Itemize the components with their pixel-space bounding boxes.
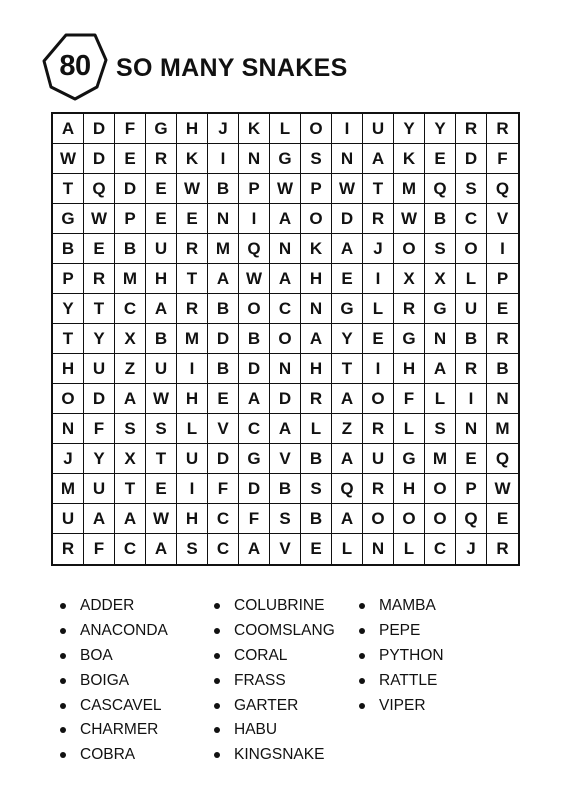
grid-cell[interactable]: D [84, 384, 115, 414]
grid-cell[interactable]: Z [115, 354, 146, 384]
word-label: CASCAVEL [80, 696, 162, 714]
word-list-item [60, 718, 214, 743]
word-list-column [60, 594, 214, 768]
grid-cell[interactable]: N [301, 294, 332, 324]
grid-cell[interactable]: J [208, 114, 239, 144]
word-label: KINGSNAKE [234, 746, 325, 764]
puzzle-header [40, 30, 520, 105]
grid-cell[interactable]: R [146, 144, 177, 174]
word-list-column [214, 594, 359, 768]
grid-cell[interactable]: N [208, 204, 239, 234]
word-list-item [60, 594, 214, 619]
grid-cell[interactable]: X [115, 444, 146, 474]
grid-cell[interactable]: E [146, 474, 177, 504]
grid-cell[interactable]: R [363, 474, 394, 504]
grid-cell[interactable]: S [425, 234, 456, 264]
grid-cell[interactable]: E [301, 534, 332, 564]
grid-cell[interactable]: T [115, 474, 146, 504]
grid-cell[interactable]: A [332, 234, 363, 264]
word-label: FRASS [234, 671, 286, 689]
puzzle-number: 80 [59, 49, 91, 82]
grid-cell[interactable]: U [146, 354, 177, 384]
grid-cell[interactable]: U [363, 444, 394, 474]
grid-cell[interactable]: W [270, 174, 301, 204]
grid-cell[interactable]: W [332, 174, 363, 204]
grid-cell[interactable]: I [363, 264, 394, 294]
grid-cell[interactable]: O [301, 114, 332, 144]
grid-cell[interactable]: Q [239, 234, 270, 264]
word-list-item [60, 619, 214, 644]
grid-cell[interactable]: H [177, 114, 208, 144]
grid-cell[interactable]: T [53, 324, 84, 354]
grid-cell[interactable]: E [177, 204, 208, 234]
grid-cell[interactable]: G [53, 204, 84, 234]
grid-cell[interactable]: H [394, 354, 425, 384]
grid-cell[interactable]: C [456, 204, 487, 234]
grid-cell[interactable]: O [270, 324, 301, 354]
bullet-icon [60, 727, 66, 733]
grid-cell[interactable]: V [487, 204, 518, 234]
grid-cell[interactable]: N [425, 324, 456, 354]
grid-cell[interactable]: T [53, 174, 84, 204]
grid-cell[interactable]: O [301, 204, 332, 234]
grid-cell[interactable]: F [487, 144, 518, 174]
grid-cell[interactable]: L [394, 534, 425, 564]
word-label: ANACONDA [80, 622, 168, 640]
grid-cell[interactable]: A [239, 384, 270, 414]
grid-cell[interactable]: Y [394, 114, 425, 144]
grid-cell[interactable]: D [239, 354, 270, 384]
grid-cell[interactable]: K [239, 114, 270, 144]
bullet-icon [359, 678, 365, 684]
grid-cell[interactable]: O [394, 504, 425, 534]
bullet-icon [60, 603, 66, 609]
bullet-icon [60, 752, 66, 758]
grid-cell[interactable]: V [270, 444, 301, 474]
grid-cell[interactable]: W [177, 174, 208, 204]
puzzle-number-badge [40, 30, 110, 102]
word-list-item [60, 743, 214, 768]
word-list-item [359, 619, 499, 644]
grid-cell[interactable]: S [270, 504, 301, 534]
grid-cell[interactable]: I [177, 354, 208, 384]
grid-cell[interactable]: L [332, 534, 363, 564]
grid-cell[interactable]: T [146, 444, 177, 474]
grid-cell[interactable]: B [425, 204, 456, 234]
grid-cell[interactable]: Q [456, 504, 487, 534]
bullet-icon [214, 653, 220, 659]
grid-cell[interactable]: X [394, 264, 425, 294]
grid-cell[interactable]: G [332, 294, 363, 324]
word-label: MAMBA [379, 597, 436, 615]
word-list-item [359, 594, 499, 619]
grid-cell[interactable]: A [363, 144, 394, 174]
puzzle-title: SO MANY SNAKES [116, 54, 348, 82]
word-list-item [214, 644, 359, 669]
bullet-icon [60, 653, 66, 659]
grid-cell[interactable]: U [363, 114, 394, 144]
grid-cell[interactable]: F [239, 504, 270, 534]
grid-cell[interactable]: M [394, 174, 425, 204]
grid-cell[interactable]: J [363, 234, 394, 264]
word-list-item [214, 743, 359, 768]
grid-cell[interactable]: C [270, 294, 301, 324]
grid-cell[interactable]: K [394, 144, 425, 174]
grid-cell[interactable]: W [487, 474, 518, 504]
word-list-item [214, 619, 359, 644]
word-list-item [60, 693, 214, 718]
grid-cell[interactable]: D [84, 114, 115, 144]
grid-cell[interactable]: O [425, 474, 456, 504]
grid-cell[interactable]: L [363, 294, 394, 324]
grid-cell[interactable]: N [363, 534, 394, 564]
grid-cell[interactable]: X [425, 264, 456, 294]
grid-cell[interactable]: L [270, 114, 301, 144]
grid-cell[interactable]: B [301, 504, 332, 534]
bullet-icon [214, 703, 220, 709]
grid-cell[interactable]: D [208, 324, 239, 354]
grid-cell[interactable]: C [208, 534, 239, 564]
grid-cell[interactable]: G [146, 114, 177, 144]
grid-cell[interactable]: Q [332, 474, 363, 504]
grid-cell[interactable]: U [53, 504, 84, 534]
grid-cell[interactable]: H [177, 384, 208, 414]
grid-cell[interactable]: W [239, 264, 270, 294]
grid-cell[interactable]: B [456, 324, 487, 354]
bullet-icon [214, 727, 220, 733]
grid-cell[interactable]: C [425, 534, 456, 564]
grid-cell[interactable]: O [456, 234, 487, 264]
grid-cell[interactable]: O [53, 384, 84, 414]
bullet-icon [359, 653, 365, 659]
grid-cell[interactable]: G [270, 144, 301, 174]
grid-cell[interactable]: W [53, 144, 84, 174]
bullet-icon [359, 703, 365, 709]
grid-cell[interactable]: E [208, 384, 239, 414]
grid-cell[interactable]: B [301, 444, 332, 474]
grid-cell[interactable]: A [115, 384, 146, 414]
grid-cell[interactable]: U [84, 354, 115, 384]
grid-cell[interactable]: P [301, 174, 332, 204]
word-list-item [214, 718, 359, 743]
grid-cell[interactable]: M [177, 324, 208, 354]
grid-cell[interactable]: T [363, 174, 394, 204]
grid-cell[interactable]: R [177, 234, 208, 264]
grid-cell[interactable]: A [146, 294, 177, 324]
grid-cell[interactable]: J [456, 534, 487, 564]
word-label: VIPER [379, 696, 426, 714]
grid-cell[interactable]: O [239, 294, 270, 324]
word-label: CORAL [234, 646, 288, 664]
word-label: COBRA [80, 746, 136, 764]
grid-cell[interactable]: L [394, 414, 425, 444]
grid-cell[interactable]: O [363, 384, 394, 414]
grid-cell[interactable]: A [270, 204, 301, 234]
grid-cell[interactable]: M [115, 264, 146, 294]
grid-cell[interactable]: U [84, 474, 115, 504]
grid-cell[interactable]: B [53, 234, 84, 264]
word-list-item [359, 644, 499, 669]
grid-cell[interactable]: H [301, 264, 332, 294]
grid-cell[interactable]: P [487, 264, 518, 294]
grid-cell[interactable]: A [270, 414, 301, 444]
grid-cell[interactable]: B [487, 354, 518, 384]
grid-cell[interactable]: E [146, 204, 177, 234]
word-list-item [214, 693, 359, 718]
grid-cell[interactable]: K [177, 144, 208, 174]
grid-cell[interactable]: H [53, 354, 84, 384]
word-label: RATTLE [379, 671, 438, 689]
grid-cell[interactable]: R [456, 354, 487, 384]
grid-cell[interactable]: O [394, 234, 425, 264]
grid-cell[interactable]: B [146, 324, 177, 354]
grid-cell[interactable]: I [177, 474, 208, 504]
grid-cell[interactable]: H [394, 474, 425, 504]
grid-cell[interactable]: B [239, 324, 270, 354]
grid-cell[interactable]: E [425, 144, 456, 174]
grid-cell[interactable]: G [239, 444, 270, 474]
grid-cell[interactable]: E [84, 234, 115, 264]
word-label: GARTER [234, 696, 299, 714]
grid-cell[interactable]: A [270, 264, 301, 294]
grid-cell[interactable]: O [363, 504, 394, 534]
word-search-grid[interactable] [51, 112, 520, 566]
grid-cell[interactable]: E [456, 444, 487, 474]
word-label: CHARMER [80, 721, 159, 739]
grid-cell[interactable]: Y [84, 324, 115, 354]
grid-cell[interactable]: P [239, 174, 270, 204]
grid-cell[interactable]: E [487, 504, 518, 534]
grid-cell[interactable]: N [239, 144, 270, 174]
grid-cell[interactable]: W [146, 384, 177, 414]
grid-cell[interactable]: Q [487, 174, 518, 204]
grid-cell[interactable]: B [208, 354, 239, 384]
word-list-column [359, 594, 499, 768]
bullet-icon [214, 628, 220, 634]
grid-cell[interactable]: P [115, 204, 146, 234]
grid-cell[interactable]: R [456, 114, 487, 144]
grid-cell[interactable]: E [332, 264, 363, 294]
grid-cell[interactable]: E [363, 324, 394, 354]
grid-cell[interactable]: A [332, 384, 363, 414]
grid-cell[interactable]: D [84, 144, 115, 174]
grid-cell[interactable]: Q [84, 174, 115, 204]
grid-cell[interactable]: D [456, 144, 487, 174]
grid-cell[interactable]: E [115, 144, 146, 174]
grid-cell[interactable]: N [270, 234, 301, 264]
grid-cell[interactable]: F [84, 534, 115, 564]
grid-cell[interactable]: N [456, 414, 487, 444]
grid-cell[interactable]: R [177, 294, 208, 324]
grid-cell[interactable]: M [425, 444, 456, 474]
grid-cell[interactable]: U [177, 444, 208, 474]
grid-cell[interactable]: R [301, 384, 332, 414]
grid-cell[interactable]: Z [332, 414, 363, 444]
grid-cell[interactable]: P [53, 264, 84, 294]
grid-cell[interactable]: A [146, 534, 177, 564]
grid-cell[interactable]: H [177, 504, 208, 534]
grid-cell[interactable]: N [332, 144, 363, 174]
grid-cell[interactable]: T [177, 264, 208, 294]
grid-cell[interactable]: S [146, 414, 177, 444]
grid-cell[interactable]: Y [332, 324, 363, 354]
bullet-icon [359, 628, 365, 634]
grid-cell[interactable]: A [301, 324, 332, 354]
grid-cell[interactable]: I [208, 144, 239, 174]
word-label: COLUBRINE [234, 597, 325, 615]
grid-cell[interactable]: T [84, 294, 115, 324]
grid-cell[interactable]: O [425, 504, 456, 534]
grid-cell[interactable]: R [363, 414, 394, 444]
grid-cell[interactable]: Y [53, 294, 84, 324]
grid-cell[interactable]: H [301, 354, 332, 384]
grid-cell[interactable]: L [301, 414, 332, 444]
grid-cell[interactable]: R [53, 534, 84, 564]
grid-cell[interactable]: E [146, 174, 177, 204]
grid-cell[interactable]: F [84, 414, 115, 444]
word-list-item [60, 644, 214, 669]
grid-cell[interactable]: C [239, 414, 270, 444]
grid-cell[interactable]: B [208, 174, 239, 204]
grid-cell[interactable]: P [456, 474, 487, 504]
word-label: PYTHON [379, 646, 444, 664]
grid-cell[interactable]: G [394, 324, 425, 354]
grid-cell[interactable]: U [456, 294, 487, 324]
bullet-icon [60, 703, 66, 709]
grid-cell[interactable]: I [332, 114, 363, 144]
grid-cell[interactable]: W [146, 504, 177, 534]
grid-cell[interactable]: J [53, 444, 84, 474]
grid-cell[interactable]: D [208, 444, 239, 474]
grid-cell[interactable]: D [115, 174, 146, 204]
grid-cell[interactable]: L [177, 414, 208, 444]
grid-cell[interactable]: W [84, 204, 115, 234]
word-label: PEPE [379, 622, 421, 640]
grid-cell[interactable]: I [363, 354, 394, 384]
grid-cell[interactable]: A [425, 354, 456, 384]
grid-cell[interactable]: I [239, 204, 270, 234]
grid-cell[interactable]: L [425, 384, 456, 414]
grid-cell[interactable]: S [177, 534, 208, 564]
grid-cell[interactable]: B [115, 234, 146, 264]
word-list-item [359, 693, 499, 718]
grid-cell[interactable]: S [456, 174, 487, 204]
grid-cell[interactable]: I [456, 384, 487, 414]
grid-cell[interactable]: A [332, 504, 363, 534]
grid-cell[interactable]: Q [425, 174, 456, 204]
grid-cell[interactable]: C [208, 504, 239, 534]
grid-cell[interactable]: R [84, 264, 115, 294]
grid-cell[interactable]: A [239, 534, 270, 564]
bullet-icon [60, 628, 66, 634]
word-list-item [359, 668, 499, 693]
grid-cell[interactable]: W [394, 204, 425, 234]
grid-cell[interactable]: D [332, 204, 363, 234]
word-list-item [214, 668, 359, 693]
word-list [60, 594, 499, 768]
grid-cell[interactable]: S [301, 144, 332, 174]
grid-cell[interactable]: H [146, 264, 177, 294]
bullet-icon [214, 752, 220, 758]
grid-cell[interactable]: Y [84, 444, 115, 474]
grid-cell[interactable]: B [270, 474, 301, 504]
grid-cell[interactable]: N [270, 354, 301, 384]
grid-cell[interactable]: Y [425, 114, 456, 144]
grid-cell[interactable]: A [115, 504, 146, 534]
word-label: BOIGA [80, 671, 130, 689]
grid-cell[interactable]: R [394, 294, 425, 324]
grid-cell[interactable]: G [425, 294, 456, 324]
grid-cell[interactable]: S [425, 414, 456, 444]
grid-cell[interactable]: T [332, 354, 363, 384]
bullet-icon [359, 603, 365, 609]
grid-cell[interactable]: C [115, 534, 146, 564]
word-list-item [60, 668, 214, 693]
grid-cell[interactable]: C [115, 294, 146, 324]
grid-cell[interactable]: A [53, 114, 84, 144]
grid-cell[interactable]: N [487, 384, 518, 414]
grid-cell[interactable]: R [363, 204, 394, 234]
grid-cell[interactable]: Q [487, 444, 518, 474]
grid-cell[interactable]: E [487, 294, 518, 324]
grid-cell[interactable]: R [487, 114, 518, 144]
grid-cell[interactable]: L [456, 264, 487, 294]
grid-cell[interactable]: F [115, 114, 146, 144]
bullet-icon [60, 678, 66, 684]
grid-cell[interactable]: F [394, 384, 425, 414]
grid-cell[interactable]: B [208, 294, 239, 324]
grid-cell[interactable]: D [270, 384, 301, 414]
grid-cell[interactable]: A [84, 504, 115, 534]
grid-cell[interactable]: G [394, 444, 425, 474]
grid-cell[interactable]: F [208, 474, 239, 504]
word-label: COOMSLANG [234, 622, 335, 640]
grid-cell[interactable]: R [487, 324, 518, 354]
grid-cell[interactable]: N [53, 414, 84, 444]
word-label: BOA [80, 646, 113, 664]
word-list-item [214, 594, 359, 619]
bullet-icon [214, 603, 220, 609]
grid-cell[interactable]: K [301, 234, 332, 264]
grid-cell[interactable]: M [487, 414, 518, 444]
grid-cell[interactable]: U [146, 234, 177, 264]
grid-cell[interactable]: R [496, 539, 509, 558]
grid-cell[interactable]: X [115, 324, 146, 354]
grid-cell[interactable]: V [208, 414, 239, 444]
grid-cell[interactable]: D [239, 474, 270, 504]
word-label: HABU [234, 721, 278, 739]
grid-cell[interactable]: A [332, 444, 363, 474]
grid-cell[interactable]: I [487, 234, 518, 264]
word-label: ADDER [80, 597, 135, 615]
grid-cell[interactable]: A [208, 264, 239, 294]
grid-cell[interactable]: M [208, 234, 239, 264]
grid-cell[interactable]: S [115, 414, 146, 444]
grid-cell[interactable]: M [53, 474, 84, 504]
grid-cell[interactable]: V [270, 534, 301, 564]
grid-cell[interactable]: S [301, 474, 332, 504]
bullet-icon [214, 678, 220, 684]
